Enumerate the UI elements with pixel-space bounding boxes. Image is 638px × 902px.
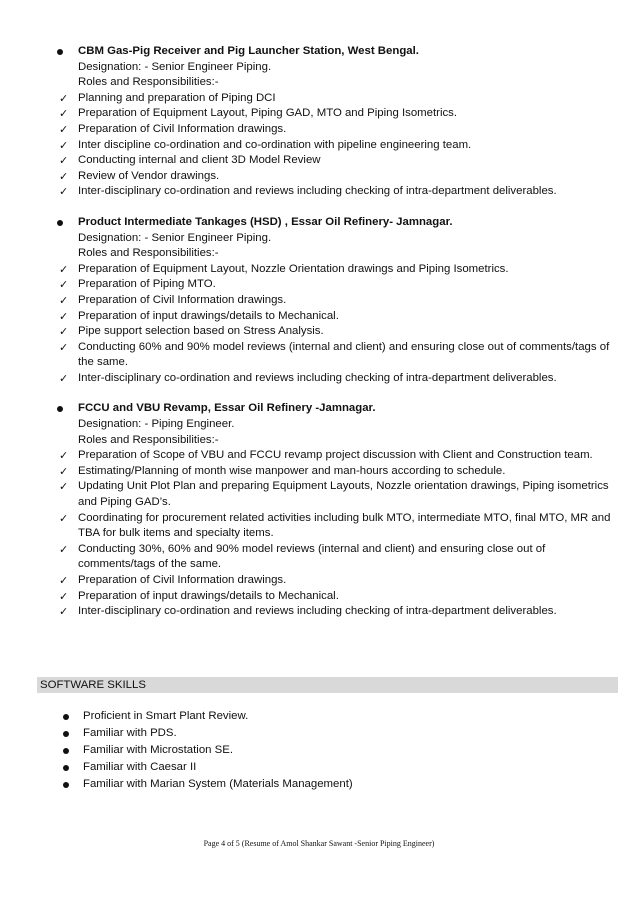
- responsibility-text: Preparation of Equipment Layout, Piping GAD, MTO and Piping Isometrics.: [78, 107, 458, 120]
- responsibility-item: [59, 138, 620, 154]
- checkmark-icon: ✓: [59, 574, 69, 587]
- checkmark-icon: ✓: [59, 293, 69, 307]
- software-skills-heading: SOFTWARE SKILLS: [37, 677, 618, 693]
- skill-text: Familiar with Caesar II: [83, 761, 197, 773]
- responsibility-text: Preparation of input drawings/details to Mechanical.: [78, 309, 339, 322]
- bullet-icon: [63, 714, 69, 720]
- responsibility-text: Inter-disciplinary co-ordination and reviews including checking of intra-department deliverables.: [78, 185, 557, 198]
- project-designation: Designation: - Senior Engineer Piping.: [78, 231, 272, 244]
- checkmark-icon: ✓: [59, 464, 69, 478]
- responsibility-item: [59, 511, 620, 542]
- responsibility-item: [59, 324, 620, 340]
- responsibility-list: [55, 91, 620, 200]
- responsibility-text: Preparation of Equipment Layout, Nozzle Orientation drawings and Piping Isometrics.: [78, 262, 509, 275]
- bullet-icon: [63, 765, 69, 771]
- skill-item: [62, 743, 353, 760]
- checkmark-icon: ✓: [59, 107, 69, 121]
- responsibility-text: Preparation of Civil Information drawings.: [78, 293, 287, 306]
- responsibility-text: Coordinating for procurement related activities including bulk MTO, intermediate MTO, final MTO, MR and TBA for bulk items and specialty items.: [78, 511, 611, 540]
- bullet-icon: [57, 220, 63, 226]
- bullet-icon: [57, 49, 63, 55]
- project-title: FCCU and VBU Revamp, Essar Oil Refinery -Jamnagar.: [78, 402, 376, 415]
- project-header: [55, 401, 620, 417]
- checkmark-icon: ✓: [59, 138, 69, 152]
- responsibility-item: [59, 106, 620, 122]
- checkmark-icon: ✓: [59, 605, 69, 619]
- responsibility-item: [59, 464, 620, 480]
- roles-label: Roles and Responsibilities:-: [78, 247, 219, 260]
- responsibility-item: [59, 184, 620, 200]
- project-header: [55, 215, 620, 231]
- responsibility-item: [59, 169, 620, 185]
- skill-text: Familiar with Marian System (Materials Management): [83, 778, 353, 790]
- checkmark-icon: ✓: [59, 154, 69, 168]
- responsibility-text: Inter discipline co-ordination and co-ordination with pipeline engineering team.: [78, 138, 472, 151]
- software-skills-list: [62, 709, 353, 794]
- checkmark-icon: ✓: [59, 340, 69, 354]
- responsibility-text: Preparation of Civil Information drawings.: [78, 122, 287, 135]
- project-entry: [55, 401, 620, 619]
- responsibility-text: Pipe support selection based on Stress Analysis.: [78, 325, 324, 338]
- responsibility-list: [55, 448, 620, 620]
- responsibility-text: Review of Vendor drawings.: [78, 169, 220, 182]
- responsibility-item: [59, 91, 620, 107]
- checkmark-icon: ✓: [59, 542, 69, 556]
- responsibility-text: Conducting internal and client 3D Model Review: [78, 154, 321, 167]
- skill-item: [62, 760, 353, 777]
- responsibility-text: Conducting 30%, 60% and 90% model reviews (internal and client) and ensuring close out of comments/tags of the same.: [78, 542, 546, 571]
- bullet-icon: [63, 748, 69, 754]
- project-title: CBM Gas-Pig Receiver and Pig Launcher Station, West Bengal.: [78, 45, 419, 57]
- checkmark-icon: ✓: [59, 449, 69, 463]
- checkmark-icon: ✓: [59, 185, 69, 199]
- checkmark-icon: ✓: [59, 589, 69, 603]
- skill-item: [62, 777, 353, 794]
- checkmark-icon: ✓: [59, 511, 69, 525]
- page-footer: Page 4 of 5 (Resume of Amol Shankar Sawant -Senior Piping Engineer): [203, 839, 435, 848]
- skill-item: [62, 709, 353, 726]
- bullet-icon: [57, 406, 63, 412]
- responsibility-item: [59, 573, 620, 589]
- checkmark-icon: ✓: [59, 169, 69, 183]
- responsibility-text: Planning and preparation of Piping DCI: [78, 91, 276, 104]
- responsibility-text: Estimating/Planning of month wise manpower and man-hours according to schedule.: [78, 464, 506, 477]
- responsibility-text: Preparation of input drawings/details to Mechanical.: [78, 589, 339, 602]
- checkmark-icon: ✓: [59, 122, 69, 136]
- skill-text: Proficient in Smart Plant Review.: [83, 710, 249, 722]
- project-entry: [55, 215, 620, 387]
- skill-item: [62, 726, 353, 743]
- responsibility-item: [59, 479, 620, 510]
- checkmark-icon: ✓: [59, 325, 69, 339]
- checkmark-icon: ✓: [59, 371, 69, 385]
- skill-text: Familiar with Microstation SE.: [83, 744, 234, 756]
- checkmark-icon: ✓: [59, 91, 69, 105]
- responsibility-item: [59, 448, 620, 464]
- responsibility-item: [59, 309, 620, 325]
- project-designation: Designation: - Piping Engineer.: [78, 418, 235, 431]
- responsibility-item: [59, 277, 620, 293]
- checkmark-icon: ✓: [59, 480, 69, 494]
- responsibility-text: Inter-disciplinary co-ordination and reviews including checking of intra-department deliverables.: [78, 371, 557, 384]
- responsibility-item: [59, 122, 620, 138]
- projects-section: [55, 44, 620, 635]
- responsibility-item: [59, 153, 620, 169]
- responsibility-text: Preparation of Piping MTO.: [78, 278, 216, 291]
- project-header: [55, 44, 620, 60]
- checkmark-icon: ✓: [59, 309, 69, 323]
- responsibility-text: Conducting 60% and 90% model reviews (internal and client) and ensuring close out of comments/tags of the same.: [78, 340, 610, 369]
- responsibility-list: [55, 262, 620, 387]
- responsibility-item: [59, 589, 620, 605]
- checkmark-icon: ✓: [59, 262, 69, 276]
- responsibility-item: [59, 262, 620, 278]
- roles-label: Roles and Responsibilities:-: [78, 76, 219, 89]
- responsibility-item: [59, 542, 620, 573]
- skill-text: Familiar with PDS.: [83, 727, 177, 739]
- responsibility-text: Updating Unit Plot Plan and preparing Equipment Layouts, Nozzle orientation drawings, Piping isometrics and Piping GAD’s.: [78, 480, 609, 509]
- responsibility-text: Preparation of Scope of VBU and FCCU revamp project discussion with Client and Construction team.: [78, 449, 593, 462]
- bullet-icon: [63, 731, 69, 737]
- checkmark-icon: ✓: [59, 278, 69, 292]
- responsibility-item: [59, 340, 620, 371]
- responsibility-item: [59, 371, 620, 387]
- responsibility-item: [59, 604, 620, 620]
- project-designation: Designation: - Senior Engineer Piping.: [78, 60, 272, 73]
- responsibility-text: Preparation of Civil Information drawings.: [78, 574, 287, 586]
- project-title: Product Intermediate Tankages (HSD) , Essar Oil Refinery- Jamnagar.: [78, 215, 453, 228]
- roles-label: Roles and Responsibilities:-: [78, 433, 219, 446]
- project-entry: [55, 44, 620, 200]
- bullet-icon: [63, 782, 69, 788]
- responsibility-item: [59, 293, 620, 309]
- responsibility-text: Inter-disciplinary co-ordination and reviews including checking of intra-department deliverables.: [78, 605, 557, 618]
